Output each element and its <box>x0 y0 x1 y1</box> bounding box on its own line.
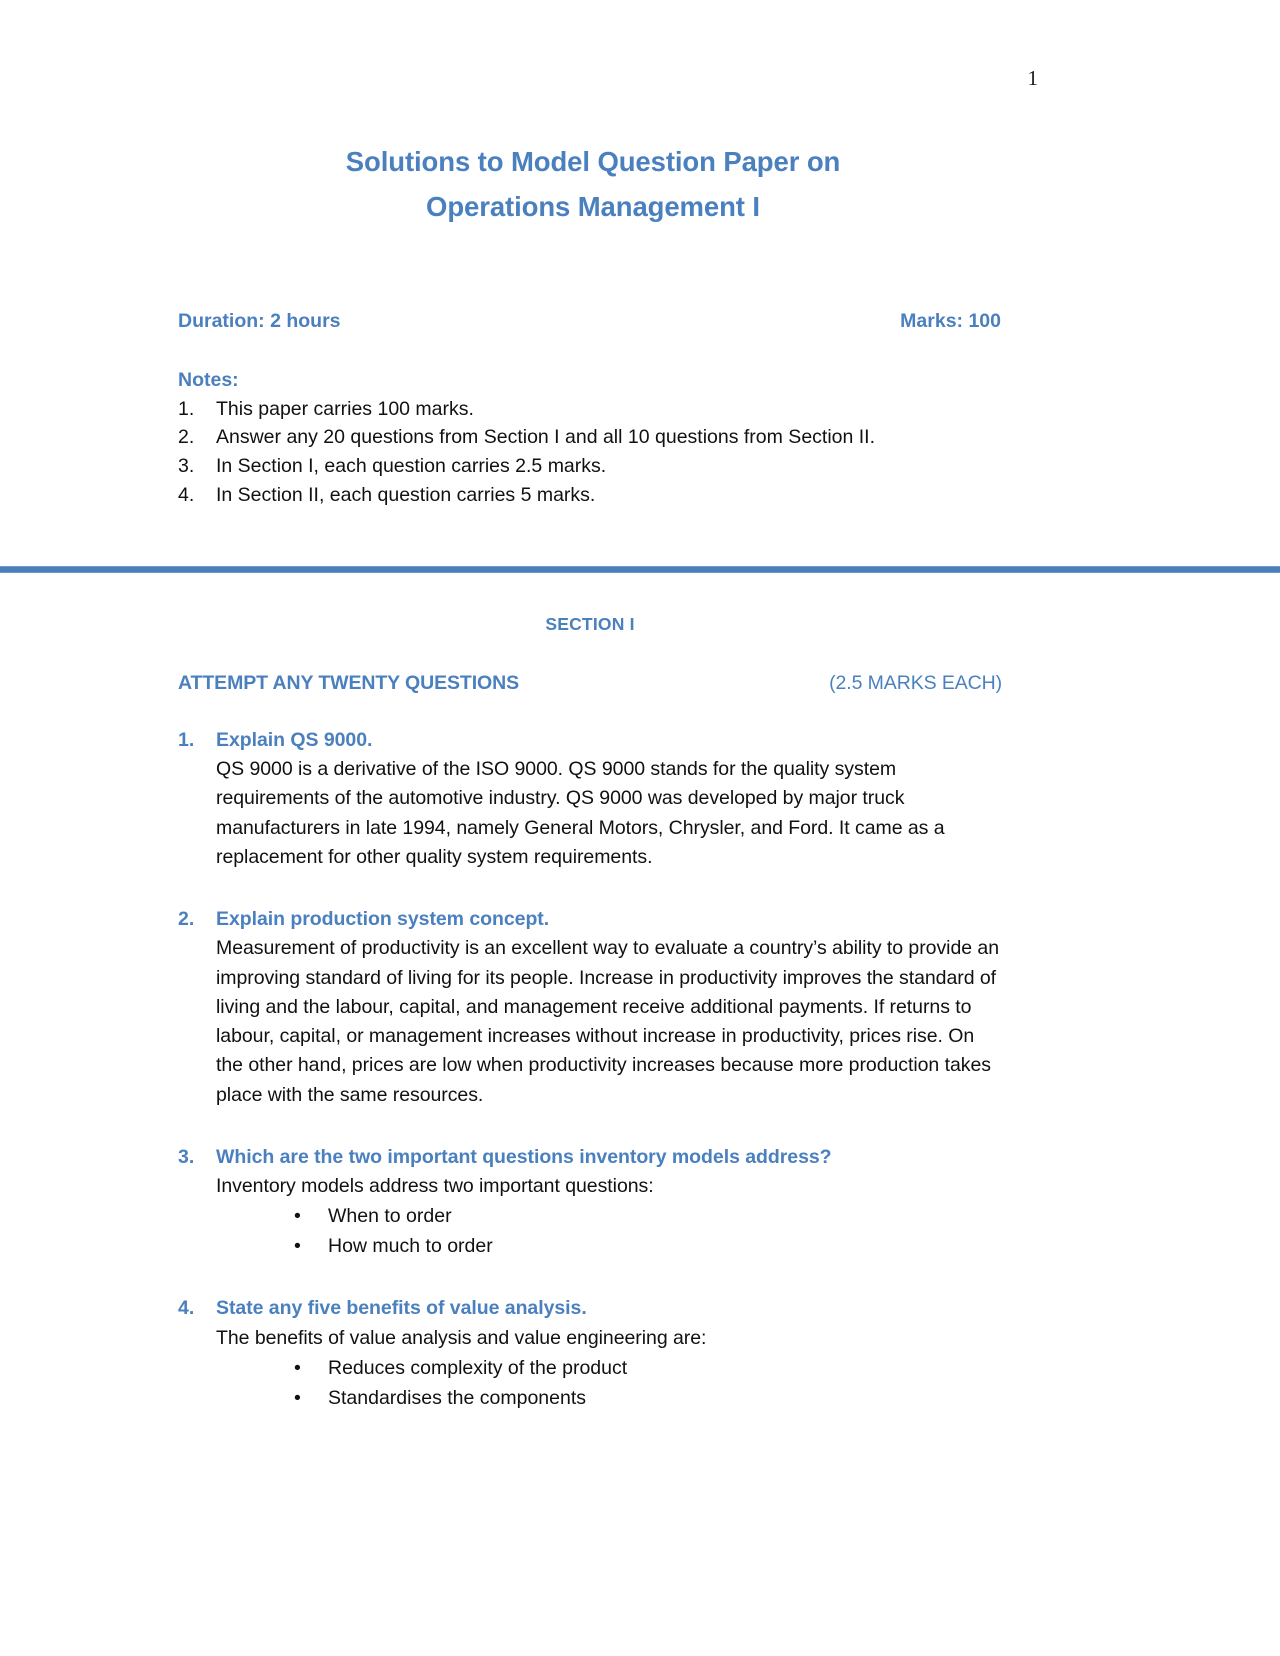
answer-bullet-item <box>216 1231 1002 1261</box>
question-answer: QS 9000 is a derivative of the ISO 9000. QS 9000 stands for the quality system requirements of the automotive industry. QS 9000 was developed by major truck manufacturers in late 1994, namely General Motors, Chrysler, and Ford. It came as a replacement for other quality system requirements. <box>216 758 945 868</box>
question-item <box>178 905 1002 1110</box>
note-marker: 4. <box>178 484 195 507</box>
note-text: This paper carries 100 marks. <box>216 397 474 420</box>
section-divider-rule <box>0 566 1280 573</box>
question-marker: 1. <box>178 728 195 751</box>
section-one-block <box>178 612 1002 1413</box>
title-line-1: Solutions to Model Question Paper on <box>345 146 841 177</box>
note-text: In Section II, each question carries 5 marks. <box>216 484 596 507</box>
section-title: SECTION I <box>545 614 635 634</box>
question-title: Explain QS 9000. <box>216 728 373 751</box>
bullet-icon: • <box>294 1386 301 1409</box>
question-item <box>178 1143 1002 1262</box>
note-marker: 3. <box>178 455 195 478</box>
answer-bullet-list <box>216 1201 1002 1261</box>
note-text: Answer any 20 questions from Section I and all 10 questions from Section II. <box>216 426 876 449</box>
bullet-icon: • <box>294 1356 301 1379</box>
note-item <box>178 452 1002 481</box>
question-answer: Measurement of productivity is an excellent way to evaluate a country’s ability to provide an improving standard of living for its people. Increase in productivity improves the standard of living and the labour, capital, and management receive additional payments. If returns to labour, capital, or management increases without increase in productivity, prices rise. On the other hand, prices are low when productivity increases because more production takes place with the same resources. <box>216 937 999 1106</box>
page-number: 1 <box>1027 66 1038 90</box>
attempt-instruction: ATTEMPT ANY TWENTY QUESTIONS <box>178 671 519 694</box>
answer-bullet-text: Standardises the components <box>328 1386 586 1409</box>
bullet-icon: • <box>294 1205 301 1228</box>
question-title: Which are the two important questions inventory models address? <box>216 1145 832 1168</box>
note-item <box>178 395 1002 424</box>
answer-bullet-item <box>216 1353 1002 1383</box>
title-line-2: Operations Management I <box>426 190 760 222</box>
answer-bullet-item <box>216 1383 1002 1413</box>
question-answer: Inventory models address two important questions: <box>216 1175 654 1198</box>
note-text: In Section I, each question carries 2.5 marks. <box>216 455 607 478</box>
answer-bullet-item <box>216 1201 1002 1231</box>
marks-label: Marks: 100 <box>900 310 1001 333</box>
notes-list <box>178 395 1002 510</box>
question-answer: The benefits of value analysis and value engineering are: <box>216 1326 707 1349</box>
question-marker: 3. <box>178 1145 195 1168</box>
answer-bullet-list <box>216 1353 1002 1413</box>
answer-bullet-text: Reduces complexity of the product <box>328 1356 628 1379</box>
question-marker: 4. <box>178 1297 195 1320</box>
question-title: State any five benefits of value analysis. <box>216 1297 587 1320</box>
bullet-icon: • <box>294 1235 301 1258</box>
document-header-block <box>178 140 1002 510</box>
duration-label: Duration: 2 hours <box>178 310 341 333</box>
answer-bullet-text: How much to order <box>328 1235 493 1258</box>
exam-meta-row <box>178 307 1002 335</box>
question-item <box>178 1294 1002 1413</box>
note-item <box>178 481 1002 510</box>
note-marker: 1. <box>178 397 195 420</box>
answer-bullet-text: When to order <box>328 1205 452 1228</box>
note-marker: 2. <box>178 426 195 449</box>
note-item <box>178 423 1002 452</box>
question-list <box>178 726 1002 1413</box>
question-title: Explain production system concept. <box>216 908 550 931</box>
marks-each-label: (2.5 MARKS EACH) <box>829 671 1002 694</box>
question-marker: 2. <box>178 908 195 931</box>
notes-heading: Notes: <box>178 369 239 392</box>
question-item <box>178 726 1002 872</box>
page-title <box>178 140 1002 229</box>
section-instruction-row <box>178 670 1002 697</box>
